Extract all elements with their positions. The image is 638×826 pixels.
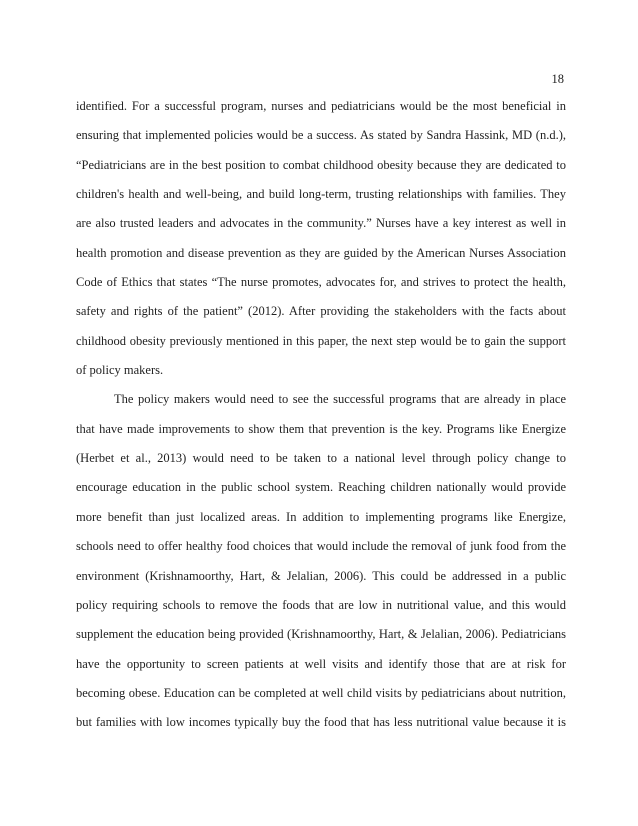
text-line: becoming obese. Education can be completed at well child visits by pediatricians about nutrition, [76, 685, 566, 700]
text-line: health promotion and disease prevention as they are guided by the American Nurses Association [76, 245, 566, 260]
text-line: environment (Krishnamoorthy, Hart, & Jelalian, 2006). This could be addressed in a public [76, 568, 566, 583]
text-line: childhood obesity previously mentioned in this paper, the next step would be to gain the support [76, 333, 566, 348]
text-line: Code of Ethics that states “The nurse promotes, advocates for, and strives to protect the health, [76, 275, 566, 290]
text-line: ensuring that implemented policies would be a success. As stated by Sandra Hassink, MD (n.d.), [76, 128, 566, 143]
text-line: safety and rights of the patient” (2012). After providing the stakeholders with the facts about [76, 304, 566, 319]
text-line: are also trusted leaders and advocates in the community.” Nurses have a key interest as well in [76, 216, 566, 231]
text-line: identified. For a successful program, nurses and pediatricians would be the most beneficial in [76, 99, 566, 113]
paragraph-start-line: The policy makers would need to see the successful programs that are already in place [114, 392, 566, 407]
text-line: but families with low incomes typically buy the food that has less nutritional value because it is [76, 715, 566, 730]
text-line: children's health and well-being, and build long-term, trusting relationships with families. They [76, 187, 566, 202]
body-text [76, 98, 566, 744]
text-line: that have made improvements to show them that prevention is the key. Programs like Energize [76, 421, 566, 436]
text-line: encourage education in the public school system. Reaching children nationally would provide [76, 480, 566, 495]
text-line: have the opportunity to screen patients at well visits and identify those that are at risk for [76, 656, 566, 671]
text-line: supplement the education being provided (Krishnamoorthy, Hart, & Jelalian, 2006). Pediatricians [76, 627, 566, 642]
text-line: (Herbet et al., 2013) would need to be taken to a national level through policy change to [76, 451, 566, 466]
paragraph-end-line: of policy makers. [76, 363, 164, 378]
text-line: more benefit than just localized areas. In addition to implementing programs like Energize, [76, 509, 566, 524]
text-line: policy requiring schools to remove the foods that are low in nutritional value, and this would [76, 597, 566, 612]
page-number: 18 [551, 72, 564, 86]
text-line: “Pediatricians are in the best position to combat childhood obesity because they are dedicated to [76, 157, 566, 172]
text-line: schools need to offer healthy food choices that would include the removal of junk food from the [76, 539, 566, 554]
